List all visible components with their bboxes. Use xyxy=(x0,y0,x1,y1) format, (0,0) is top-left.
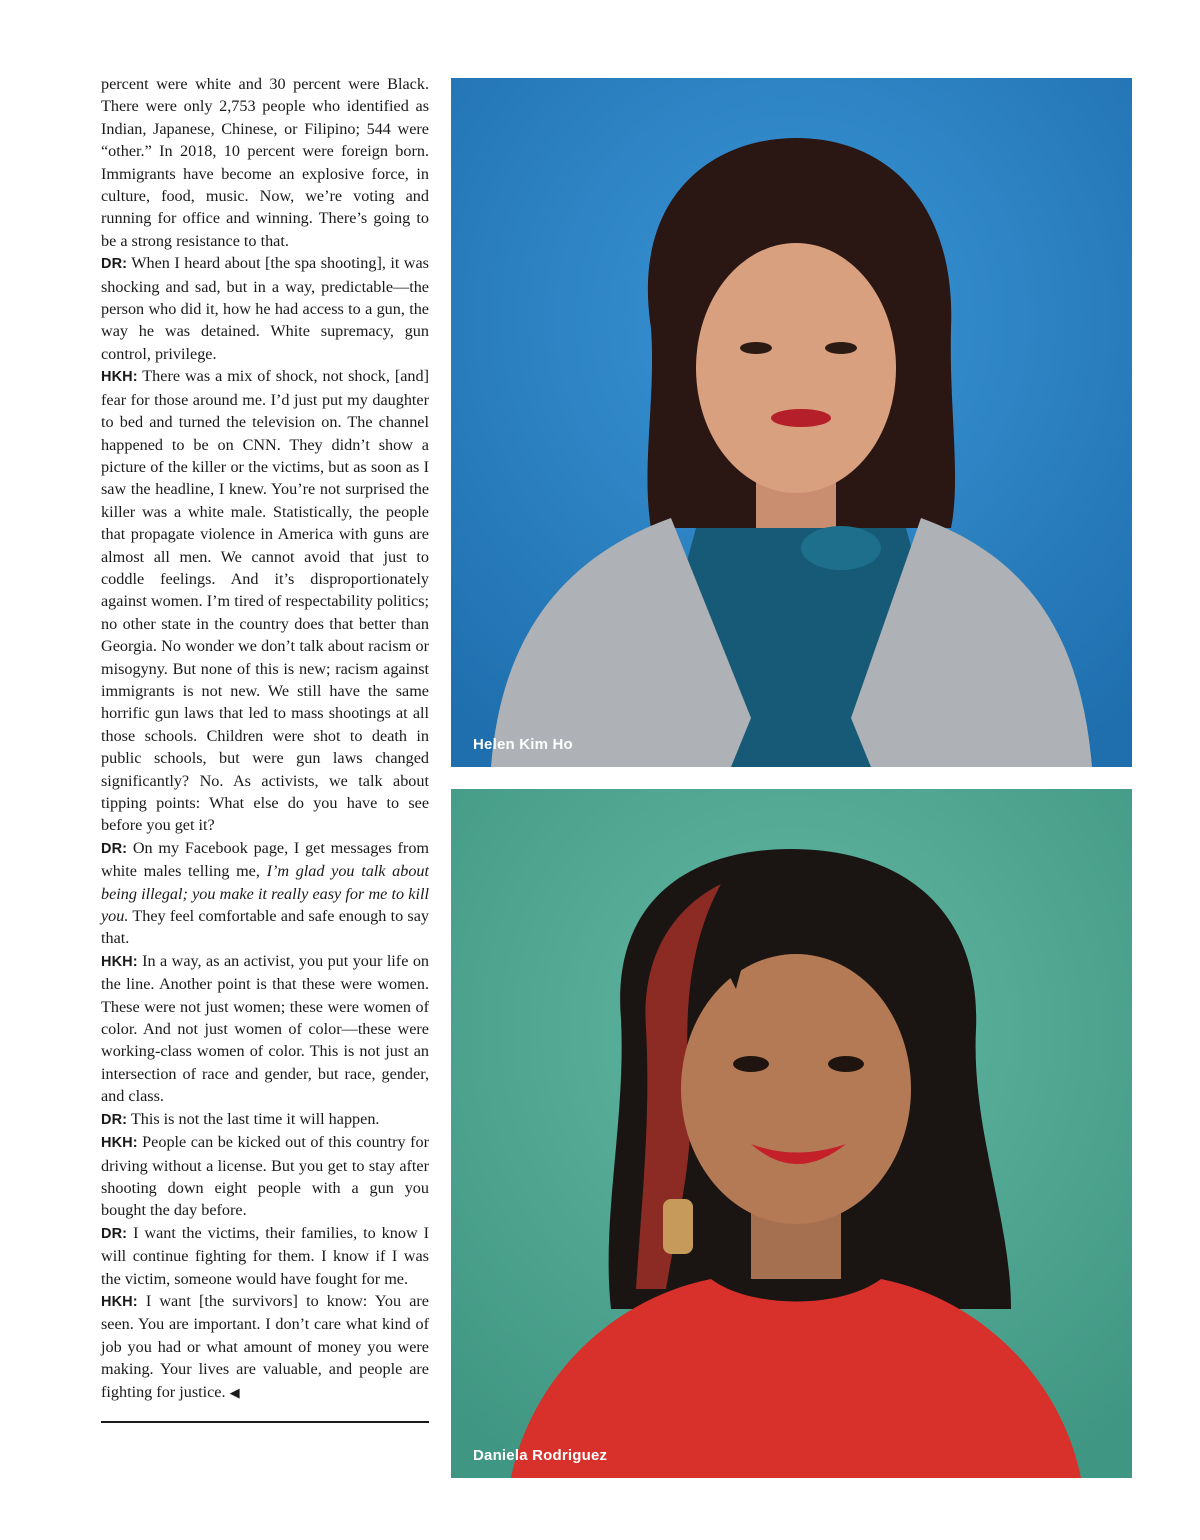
paragraph-hkh-2 xyxy=(101,950,429,1108)
paragraph-dr-2 xyxy=(101,837,429,950)
portrait-photo-helen-kim-ho xyxy=(451,78,1132,767)
paragraph-text: I want [the survivors] to know: You are seen. You are important. I don’t care what kind of job you had or what amount of money you were making. Your lives are valuable, and people are fighting for justice. xyxy=(101,1291,429,1401)
paragraph-text: In a way, as an activist, you put your life on the line. Another point is that these were women. These were not just women; these were women of color. And not just women of color—these were working-class women of color. This is not just an intersection of race and gender, but race, gender, and class. xyxy=(101,951,430,1106)
paragraph-text: On my Facebook page, I get messages from white males telling me, xyxy=(101,838,430,881)
paragraph-hkh-3 xyxy=(101,1131,429,1222)
photo-caption: Helen Kim Ho xyxy=(473,736,573,753)
portrait-illustration-1 xyxy=(451,78,1132,767)
paragraph-text: I want the victims, their families, to know I will continue fighting for them. I know if I was the victim, someone would have fought for me. xyxy=(101,1223,430,1288)
speaker-label: DR: xyxy=(101,840,128,857)
speaker-label: HKH: xyxy=(101,1135,138,1152)
paragraph-dr-4 xyxy=(101,1222,429,1290)
quoted-message: I’m glad you talk about being illegal; you make it really easy for me to kill you. xyxy=(101,862,430,926)
paragraph-dr-3 xyxy=(101,1108,429,1131)
article-text-column xyxy=(101,73,429,1405)
speaker-label: DR: xyxy=(101,256,128,273)
portrait-illustration-2 xyxy=(451,789,1132,1478)
end-rule-divider xyxy=(101,1421,429,1423)
paragraph-text-after: They feel comfortable and safe enough to say that. xyxy=(101,907,429,948)
paragraph-text: There was a mix of shock, not shock, [and] fear for those around me. I’d just put my daughter to bed and turned the television on. The channel happened to be on CNN. They didn’t show a picture of the killer or the victims, but as soon as I saw the headline, I knew. You’re not surprised the killer was a white male. Statistically, the people that propagate violence in America with guns are almost all men. We cannot avoid that just to coddle feelings. And it’s disproportionately against women. I’m tired of respectability politics; no other state in the country does that better than Georgia. No wonder we don’t talk about racism or misogyny. But none of this is new; racism against immigrants is not new. We still have the same horrific gun laws that led to mass shootings at all those schools. Children were shot to death in public schools, but were gun laws changed significantly? No. As activists, we talk about tipping points: What else do you have to see before you get it? xyxy=(101,367,429,835)
paragraph-hkh-4 xyxy=(101,1290,429,1405)
speaker-label: HKH: xyxy=(101,953,138,970)
paragraph-text: This is not the last time it will happen. xyxy=(130,1109,380,1128)
paragraph-intro xyxy=(101,73,429,252)
end-of-article-icon: ◀ xyxy=(229,1385,240,1401)
speaker-label: DR: xyxy=(101,1111,128,1128)
photo-caption: Daniela Rodriguez xyxy=(473,1447,608,1464)
paragraph-hkh-1 xyxy=(101,365,429,837)
portrait-photo-daniela-rodriguez xyxy=(451,789,1132,1478)
speaker-label: DR: xyxy=(101,1225,128,1242)
speaker-label: HKH: xyxy=(101,369,138,386)
speaker-label: HKH: xyxy=(101,1293,138,1310)
paragraph-text: When I heard about [the spa shooting], it was shocking and sad, but in a way, predictable—the person who did it, how he had access to a gun, the way he was detained. White supremacy, gun control, privilege. xyxy=(101,254,429,363)
paragraph-text: People can be kicked out of this country for driving without a license. But you get to stay after shooting down eight people with a gun you bought the day before. xyxy=(101,1133,430,1220)
paragraph-text: percent were white and 30 percent were Black. There were only 2,753 people who identified as Indian, Japanese, Chinese, or Filipino; 544 were “other.” In 2018, 10 percent were foreign born. Immigrants have become an explosive force, in culture, food, music. Now, we’re voting and running for office and winning. There’s going to be a strong resistance to that. xyxy=(101,75,429,250)
paragraph-dr-1 xyxy=(101,252,429,365)
